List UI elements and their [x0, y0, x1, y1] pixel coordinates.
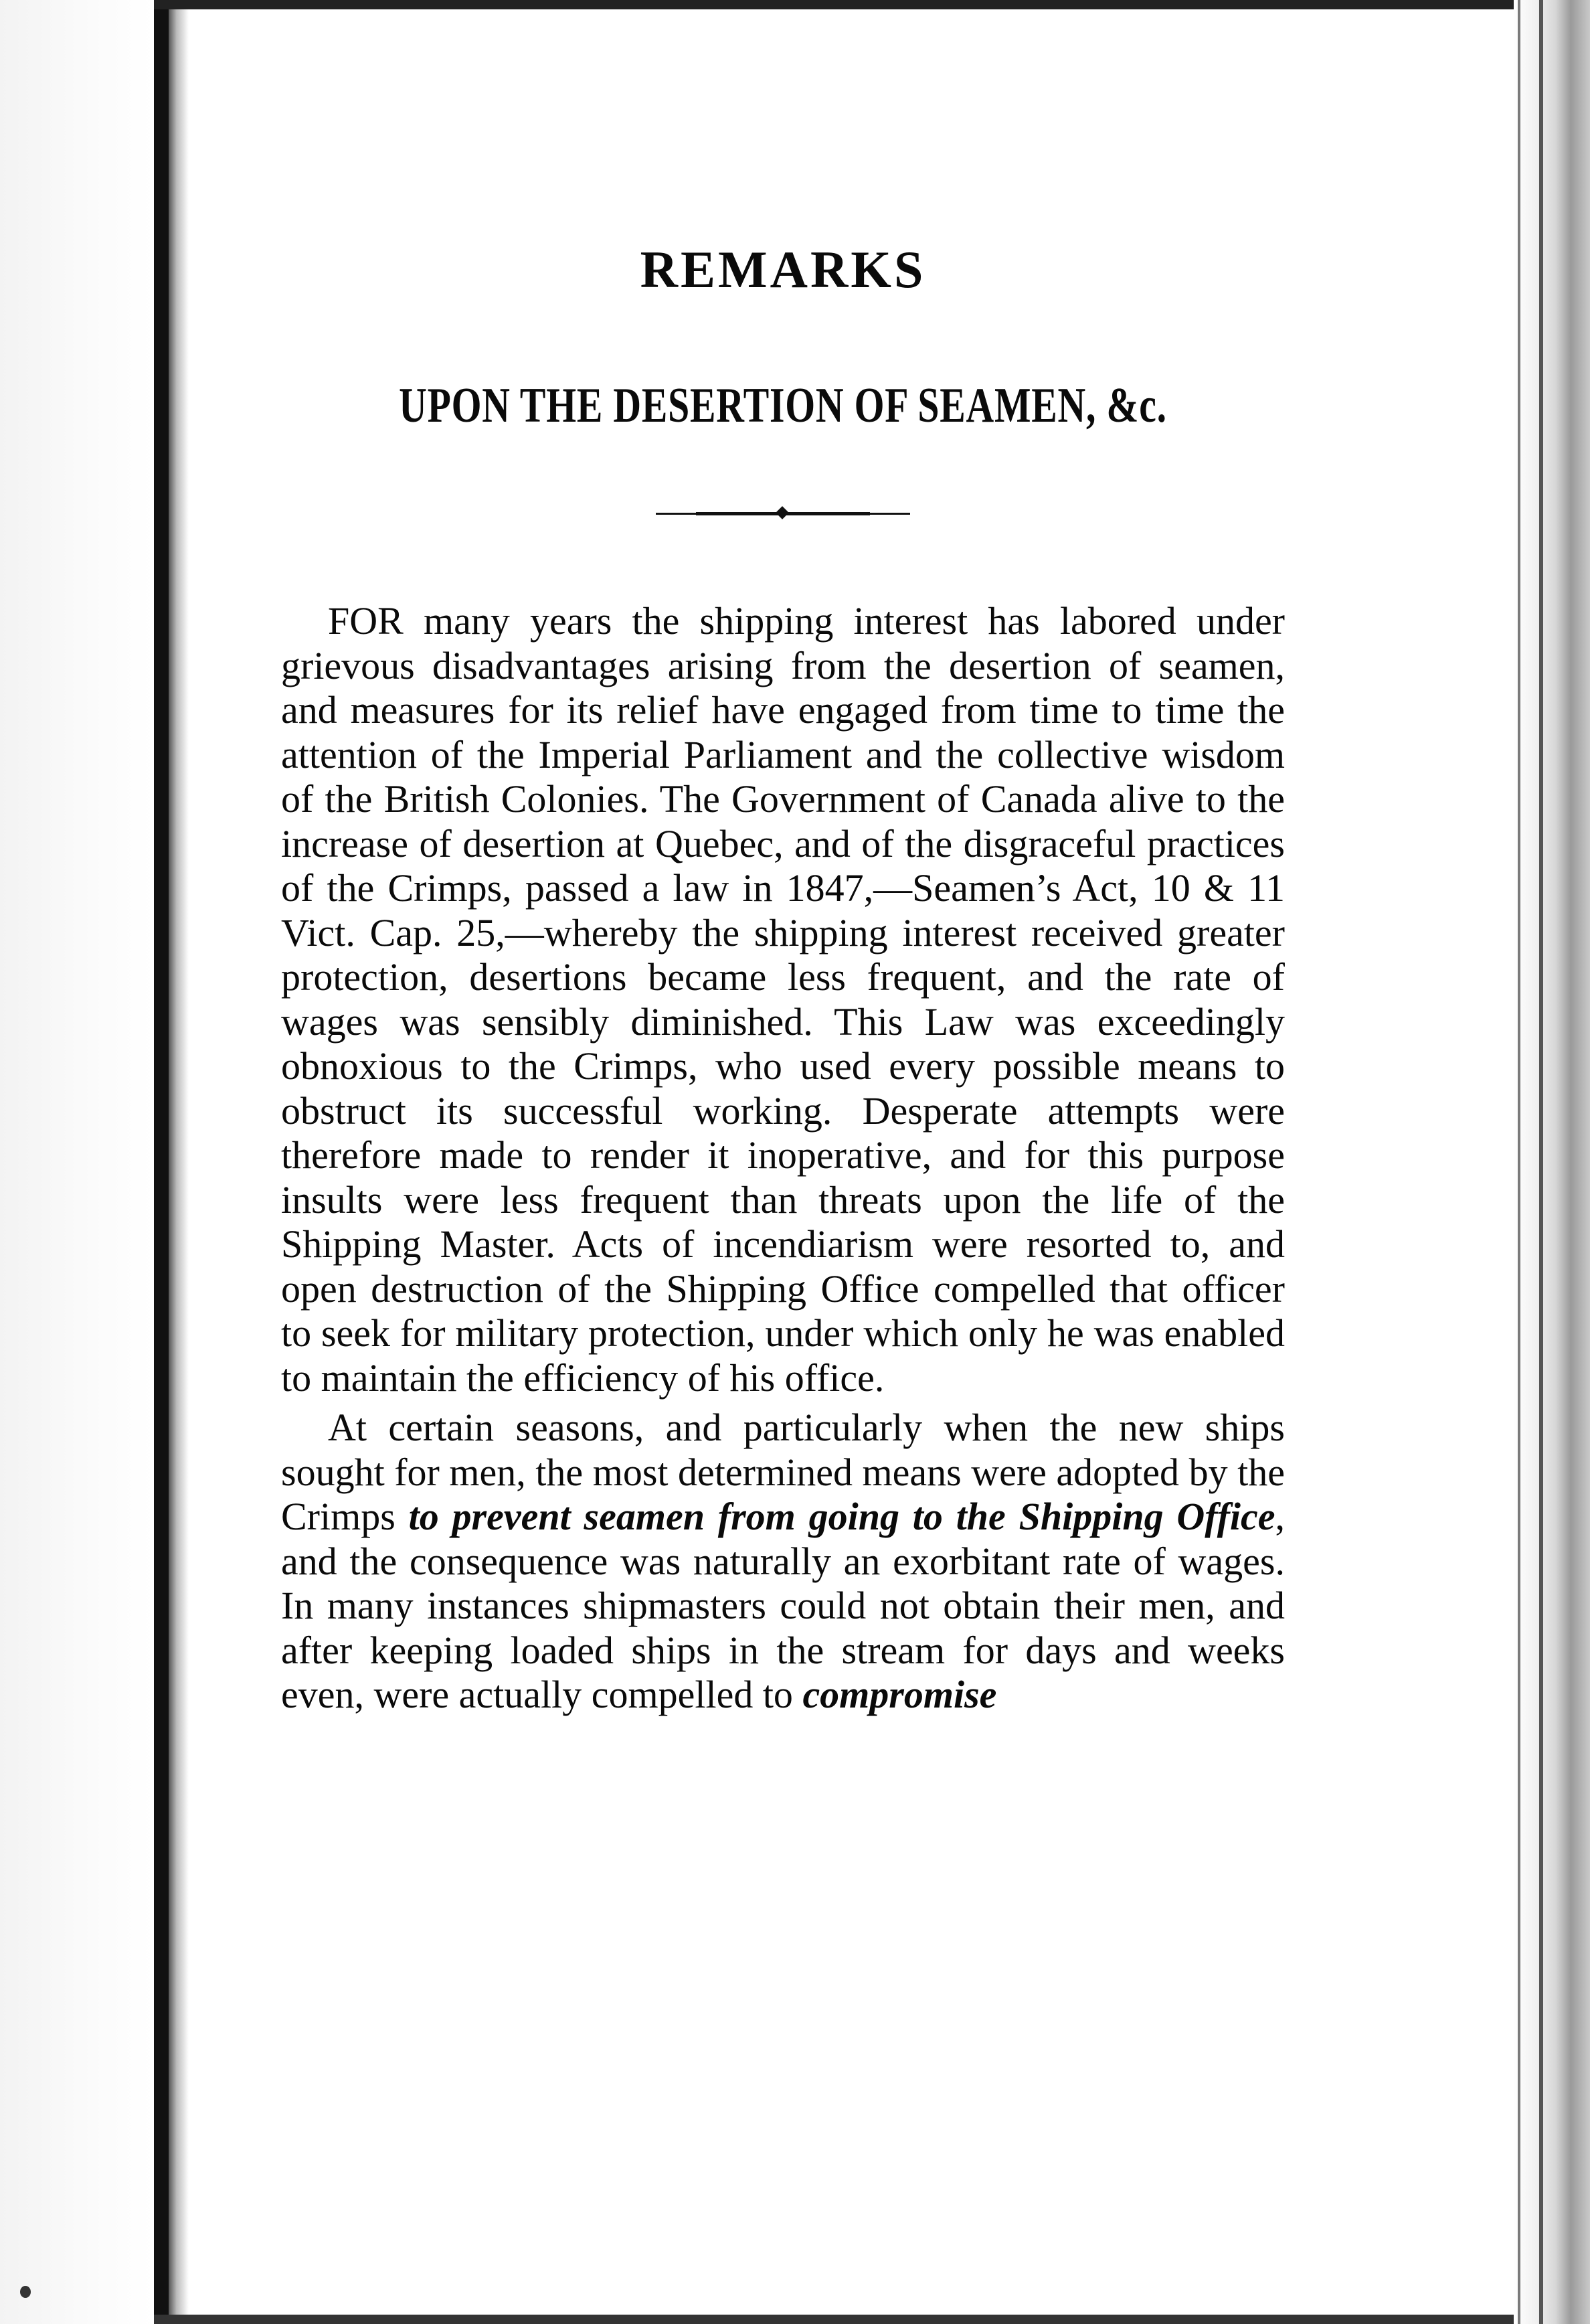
bottom-scan-edge: [154, 2315, 1590, 2324]
page-edge-right: [1514, 0, 1590, 2324]
page-content: [281, 241, 1285, 1718]
paragraph-2-text-b: , and the consequence was naturally an exorbitant rate of wages. In many instances shipmasters could not obtain their men, and after keeping loaded ships in the stream for days and weeks even, were actually compelled to: [281, 1495, 1285, 1717]
page-title: REMARKS: [640, 240, 926, 299]
paragraph-2-italic-a: to prevent seamen from going to the Shipping Office: [408, 1495, 1275, 1539]
page-subtitle: UPON THE DESERTION OF SEAMEN, &c.: [399, 378, 1167, 433]
ornamental-divider: [656, 507, 910, 520]
scan-speck: [20, 2286, 31, 2298]
page-edge-line: [1518, 0, 1520, 2324]
gutter-shadow: [169, 0, 189, 2324]
divider-diamond-icon: [776, 506, 789, 519]
top-scan-edge: [154, 0, 1590, 9]
facing-page-margin: [0, 0, 154, 2324]
page-edge-line-outer: [1539, 0, 1543, 2324]
book-spine-shadow: [154, 0, 169, 2324]
paragraph-2-text-a: At certain seasons, and particularly when the new ships sought for men, the most determined means were adopted by the Crimps: [281, 1406, 1285, 1539]
paragraph-1: FOR many years the shipping interest has labored under grievous disadvantages arising from the desertion of seamen, and measures for its relief have engaged from time to time the attention of the Imperial Parliament and the collective wisdom of the British Colonies. The Government of Canada alive to the increase of desertion at Quebec, and of the disgraceful practices of the Crimps, passed a law in 1847,—Seamen’s Act, 10 & 11 Vict. Cap. 25,—whereby the shipping interest received greater protection, desertions became less frequent, and the rate of wages was sensibly diminished. This Law was exceedingly obnoxious to the Crimps, who used every possible means to obstruct its successful working. Desperate attempts were therefore made to render it inoperative, and for this purpose insults were less frequent than threats upon the life of the Shipping Master. Acts of incendiarism were resorted to, and open destruction of the Shipping Office compelled that officer to seek for military protection, under which only he was enabled to maintain the efficiency of his office.: [281, 599, 1285, 1400]
paragraph-2-italic-b: compromise: [802, 1673, 997, 1717]
body-text: [281, 599, 1285, 1718]
paragraph-2: [281, 1406, 1285, 1718]
